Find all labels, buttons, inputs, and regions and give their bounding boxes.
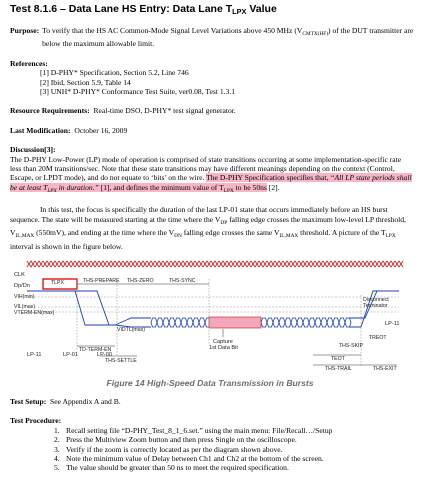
label-terminator: Terminator [363,302,388,309]
modification-section [10,126,414,135]
references-heading: References: [10,58,48,68]
hs-data-eye [267,318,273,327]
modification-text: October 16, 2009 [74,125,128,135]
modification-label: Last Modification: [10,125,71,135]
label-ths-exit: THS-EXIT [373,365,397,372]
p2-sub1: DP [220,219,228,226]
clock-cycle [219,261,227,267]
hs-data-eye [345,318,351,327]
setup-label: Test Setup: [10,396,47,406]
clock-cycle [131,261,139,267]
references-list [40,68,414,96]
clock-cycle [235,261,243,267]
p2-d: falling edge crosses the same V [181,228,280,238]
resources-label: Resource Requirements: [10,106,90,116]
label-vidtl: VIDTL(max) [117,326,145,333]
hs-data-eye [261,318,267,327]
clock-cycle [315,261,323,267]
hs-data-eye [339,318,345,327]
discussion-heading: Discussion[3]: [10,145,56,155]
hs-data-eye [309,318,315,327]
purpose-label: Purpose: [10,26,40,35]
p2-sub5: LPX [385,233,396,240]
reference-item: [1] D-PHY* Specification, Section 5.2, Line 746 [40,68,189,78]
hs-data-eye [285,318,291,327]
hs-data-eye [157,318,163,327]
hs-data-eye [333,318,339,327]
title-text: Test 8.1.6 – Data Lane HS Entry: Data Lane T [10,3,233,15]
label-teot: TEOT [331,355,345,362]
dn-signal [27,291,115,325]
label-lp00: LP-00 [97,351,112,358]
resources-section [10,106,414,115]
hs-data-eye [193,318,199,327]
procedure-step-text: The value should be greater than 50 ns to meet the required specification. [66,463,289,473]
label-tlpx: TLPX [51,279,64,286]
discussion-tail: [2]. [266,182,280,192]
clock-cycle [59,261,67,267]
hl-text-b: [1], and defines the minimum value of T [98,182,224,192]
reference-item: [2] Ibid, Section 5.9, Table 14 [40,77,131,87]
clock-cycle [227,261,235,267]
procedure-step-text: Note the minimum value of Delay between Ch1 and Ch2 at the bottom of the screen. [66,453,324,463]
label-ths-skip: THS-SKIP [339,342,363,349]
procedure-step-text: Recall setting file “D-PHY_Test_8_1_6.set.” using the main menu: File/Recall…/Setup [66,425,333,435]
hs-data-eye [291,318,297,327]
label-vterm: VTERM-EN(max) [14,309,55,316]
clock-cycle [75,261,83,267]
label-clk: CLK [14,271,25,278]
hs-sync-burst [209,317,261,328]
hs-data-eye [163,318,169,327]
clock-cycle [339,261,347,267]
clock-cycle [147,261,155,267]
procedure-step-text: Verify if the zoom is correctly located as per the diagram shown above. [66,444,283,454]
p2-sub2: IL,MAX [15,233,35,240]
p2-c: (550mV), and ending at the time where the V [34,228,175,238]
discussion-paragraph-2 [10,205,414,251]
label-lp01: LP-01 [63,351,78,358]
hs-data-eye [315,318,321,327]
clock-cycle [67,261,75,267]
clock-waveform [27,261,403,267]
clock-cycle [363,261,371,267]
clock-cycle [331,261,339,267]
hs-data-eye [169,318,175,327]
hs-data-eye [279,318,285,327]
document-page [10,0,414,473]
clock-cycle [387,261,395,267]
clock-cycle [307,261,315,267]
procedure-step: 3. Verify if the zoom is correctly located as per the diagram shown above. [54,444,283,454]
hl-text-c: to be 50ns [233,182,267,192]
label-ths-prepare: THS-PREPARE [83,277,120,284]
clock-cycle [99,261,107,267]
title-suffix: Value [246,3,277,15]
clock-cycle [179,261,187,267]
clock-cycle [115,261,123,267]
discussion-paragraph-1 [10,155,414,197]
setup-text: See Appendix A and B. [50,396,121,406]
hs-data-eye [181,318,187,327]
clock-cycle [291,261,299,267]
clock-cycle [123,261,131,267]
purpose-text [39,26,414,49]
reference-item: [3] UNH* D-PHY* Conformance Test Suite, ver0.08, Test 1.3.1 [40,87,236,97]
hs-data-eye [175,318,181,327]
p2-a: In this test, the focus is specifically the duration of the last LP-01 state that occurs immediately before an HS burst sequence. The state will be measured starting at the time where the V [10,205,388,224]
p2-f: interval is shown in the figure below. [10,241,123,251]
clock-cycle [347,261,355,267]
hs-data-eye [273,318,279,327]
clock-cycle [91,261,99,267]
p2-e: threshold. A picture of the T [298,228,386,238]
clock-cycle [51,261,59,267]
clock-cycle [139,261,147,267]
label-lp11-left: LP-11 [27,351,42,358]
purpose-text-b: ) of the DUT transmitter are below the maximum allowable limit. [42,26,414,49]
clock-cycle [163,261,171,267]
procedure-step: 5. The value should be greater than 50 ns to meet the required specification. [54,463,289,473]
procedure-step: 2. Press the Multiview Zoom button and then press Single on the oscilloscope. [54,435,297,445]
p2-sub3: DN [174,233,182,240]
p2-b: falling edge crosses the maximum low-level LP threshold, V [10,214,406,238]
clock-cycle [171,261,179,267]
label-disconnect: Disconnect [363,296,389,303]
label-ths-sync: THS-SYNC [169,277,196,284]
purpose-section [10,26,414,49]
hs-data-eye [187,318,193,327]
hl-quote-sub: LPX [47,187,57,194]
label-dpdn: Dp/Dn [14,282,30,289]
label-vih: VIH(min) [14,293,35,300]
clock-cycle [35,261,43,267]
clock-cycle [27,261,35,267]
clock-cycle [267,261,275,267]
clock-cycle [211,261,219,267]
hl-quote-b: in duration.” [56,182,99,192]
label-ths-zero: THS-ZERO [127,277,154,284]
timing-diagram-figure [13,255,407,391]
purpose-subscript: CMTX(HF) [302,31,329,37]
procedure-step: 4. Note the minimum value of Delay between Ch1 and Ch2 at the bottom of the screen. [54,453,324,463]
clock-cycle [371,261,379,267]
hl-sub: LPX [223,187,234,194]
clock-cycle [155,261,163,267]
clock-cycle [195,261,203,267]
label-lp11-right: LP-11 [385,320,400,327]
clock-cycle [251,261,259,267]
procedure-step: 1. Recall setting file “D-PHY_Test_8_1_6.set.” using the main menu: File/Recall…/Setup [54,425,333,435]
setup-section [10,397,414,406]
clock-cycle [83,261,91,267]
hl-text-a: The D-PHY Specification specifies that, [206,173,331,183]
clock-cycle [283,261,291,267]
clock-cycle [323,261,331,267]
clock-cycle [259,261,267,267]
title-subscript: LPX [232,7,247,16]
clock-cycle [107,261,115,267]
timing-diagram [13,255,407,379]
procedure-step-text: Press the Multiview Zoom button and then press Single on the oscilloscope. [66,435,297,445]
hs-prepare-dp [115,318,151,325]
hs-data-eye [327,318,333,327]
hs-data-eye [321,318,327,327]
p2-sub4: IL,MAX [279,233,299,240]
clock-cycle [395,261,403,267]
procedure-list [54,426,414,473]
clock-cycle [43,261,51,267]
clock-cycle [243,261,251,267]
hs-data-eye [151,318,157,327]
label-capture: Capture [213,338,233,345]
clock-cycle [355,261,363,267]
dp-signal [27,291,115,325]
procedure-heading: Test Procedure: [10,416,62,426]
label-tdterm: TD-TERM-EN [79,346,112,353]
label-treot: TREOT [369,334,387,341]
clock-cycle [275,261,283,267]
label-vil: VIL(max) [14,303,36,310]
label-ths-trail: THS-TRAIL [325,365,352,372]
label-ths-settle: THS-SETTLE [105,357,137,364]
resources-text: Real-time DSO, D-PHY* test signal generator. [93,106,236,116]
page-title [10,5,414,19]
hl-quote-a: “All LP state periods shall be at least T [10,173,412,192]
clock-cycle [187,261,195,267]
hs-data-eye [199,318,205,327]
clock-cycle [379,261,387,267]
clock-cycle [203,261,211,267]
hs-data-eye [297,318,303,327]
hs-data-eye [303,318,309,327]
label-first-bit: 1st Data Bit [209,344,238,351]
discussion-text: The D-PHY Low-Power (LP) mode of operation is comprised of state transitions occurring at some implementation-specific rate less than 20M transitions/sec. Note that these state transitions may have different meanings depending on the context (Control, Escape, or LPDT mode), and do not equate to ‘bits’ on the wire. [10,154,402,183]
figure-caption: Figure 14 High-Speed Data Transmission in Bursts [106,377,314,388]
clock-cycle [299,261,307,267]
purpose-text-a: To verify that the HS AC Common-Mode Signal Level Variations above 450 MHz (V [42,26,303,35]
